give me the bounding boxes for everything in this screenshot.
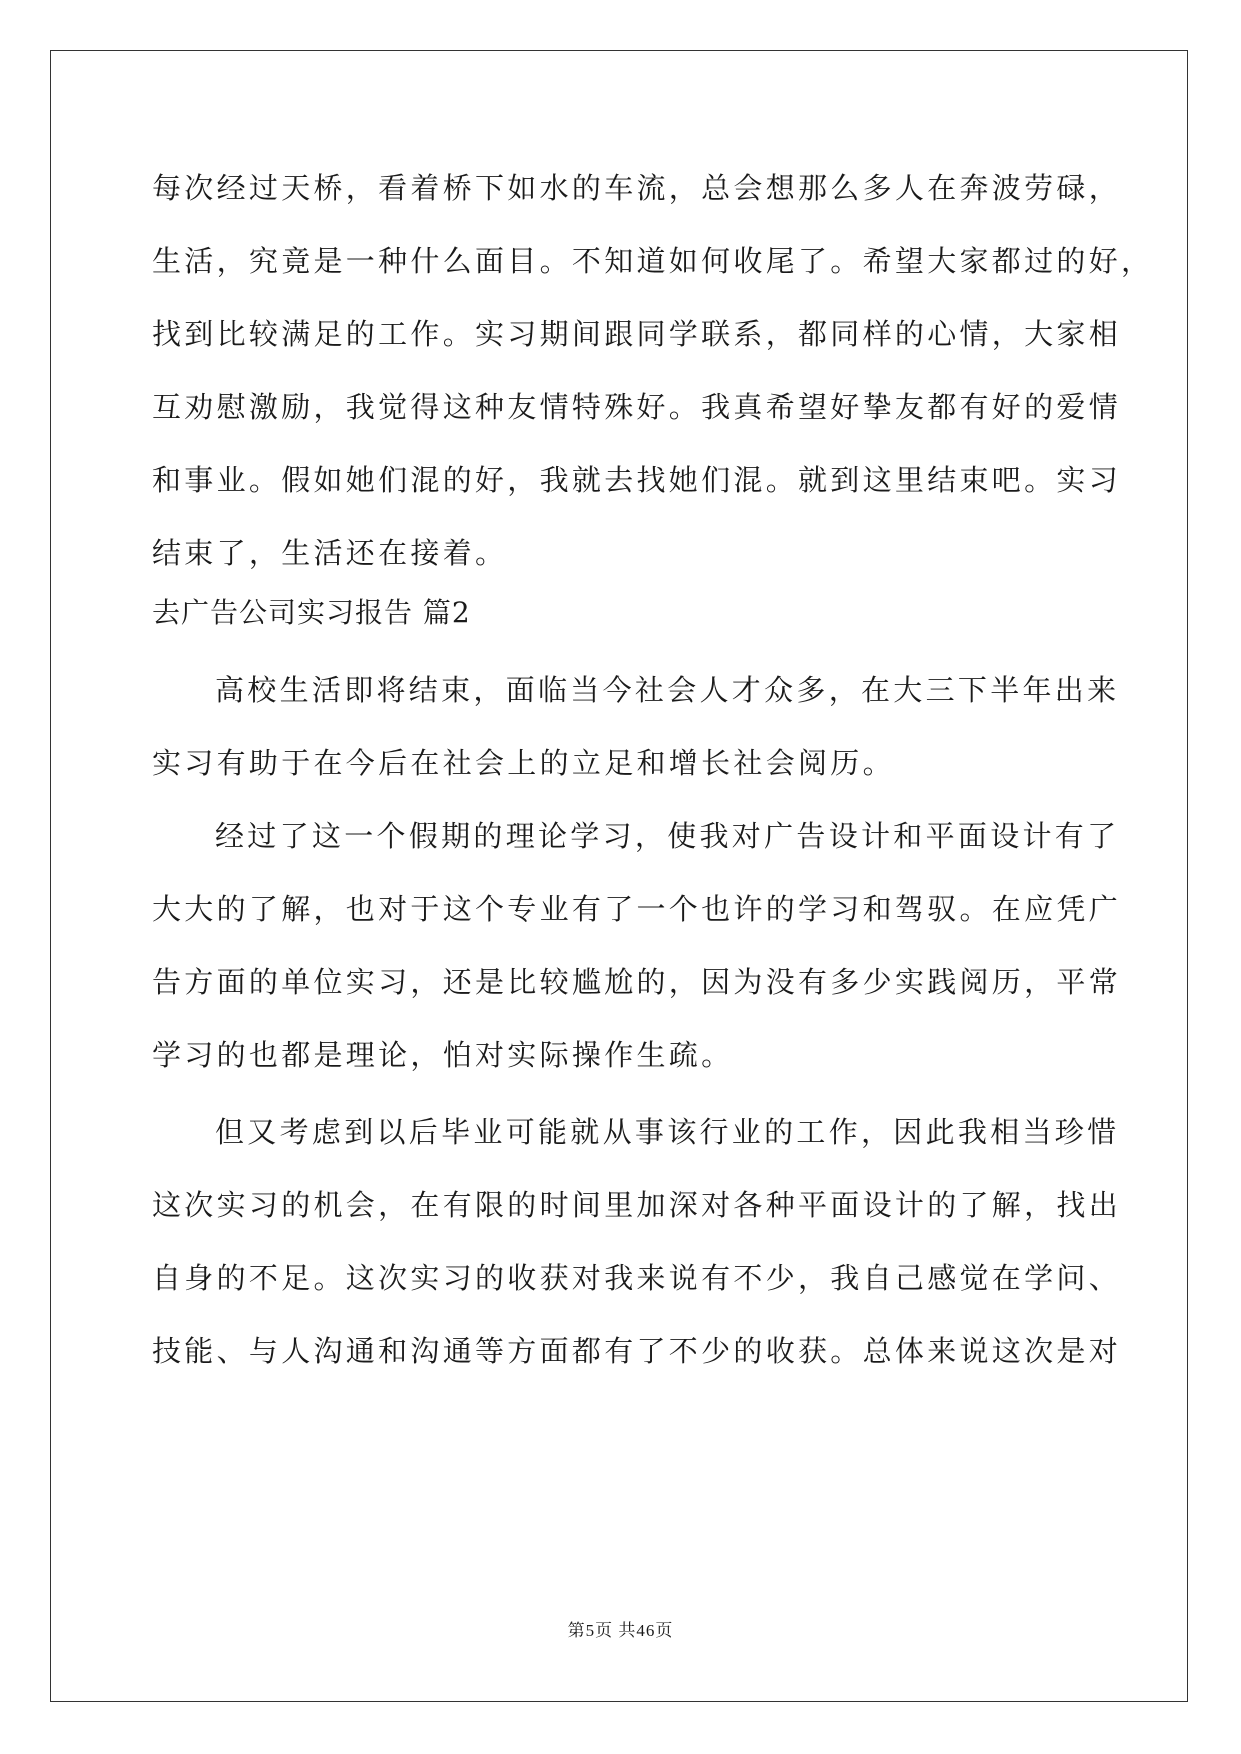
- text-line: 技能、与人沟通和沟通等方面都有了不少的收获。总体来说这次是对: [152, 1334, 1122, 1368]
- text-line: 自身的不足。这次实习的收获对我来说有不少，我自己感觉在学问、: [152, 1261, 1122, 1295]
- text-line: 这次实习的机会，在有限的时间里加深对各种平面设计的了解，找出: [152, 1188, 1122, 1222]
- text-line: 高校生活即将结束，面临当今社会人才众多，在大三下半年出来: [215, 673, 1120, 707]
- text-line: 找到比较满足的工作。实习期间跟同学联系，都同样的心情，大家相: [152, 317, 1122, 351]
- page-border: [50, 50, 1188, 1702]
- section-heading: 去广告公司实习报告 篇2: [152, 596, 471, 629]
- text-line: 实习有助于在今后在社会上的立足和增长社会阅历。: [152, 746, 895, 780]
- text-line: 大大的了解，也对于这个专业有了一个也许的学习和驾驭。在应凭广: [152, 892, 1122, 926]
- text-line: 生活，究竟是一种什么面目。不知道如何收尾了。希望大家都过的好，: [152, 244, 1154, 278]
- text-line: 每次经过天桥，看着桥下如水的车流，总会想那么多人在奔波劳碌，: [152, 171, 1122, 205]
- page-number: 第5页 共46页: [567, 1621, 674, 1640]
- text-line: 告方面的单位实习，还是比较尴尬的，因为没有多少实践阅历，平常: [152, 965, 1122, 999]
- text-line: 经过了这一个假期的理论学习，使我对广告设计和平面设计有了: [215, 819, 1120, 853]
- text-line: 结束了，生活还在接着。: [152, 536, 508, 570]
- text-line: 和事业。假如她们混的好，我就去找她们混。就到这里结束吧。实习: [152, 463, 1122, 497]
- text-line: 但又考虑到以后毕业可能就从事该行业的工作，因此我相当珍惜: [215, 1115, 1120, 1149]
- text-line: 互劝慰激励，我觉得这种友情特殊好。我真希望好挚友都有好的爱情: [152, 390, 1122, 424]
- text-line: 学习的也都是理论，怕对实际操作生疏。: [152, 1038, 734, 1072]
